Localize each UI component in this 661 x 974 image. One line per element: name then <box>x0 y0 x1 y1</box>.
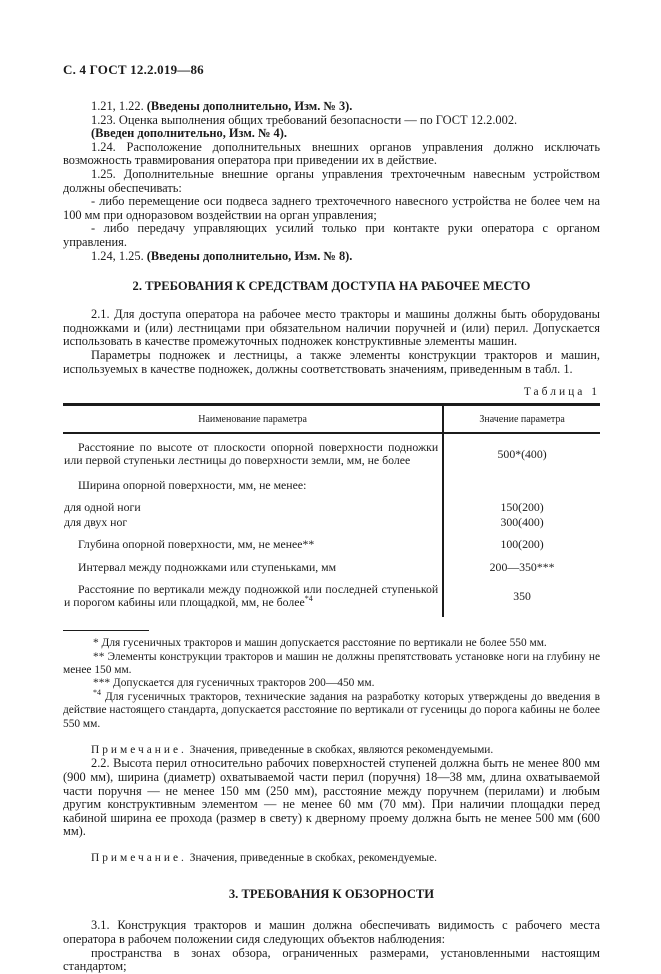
param-name-cell: Глубина опорной поверхности, мм, не менее** <box>78 537 315 552</box>
note-text: Значения, приведенные в скобках, являются рекомендуемыми. <box>186 743 494 756</box>
note-1 <box>63 744 600 757</box>
table-row <box>63 515 600 530</box>
footnote-marker: *4 <box>93 687 101 697</box>
param-value-cell: 100(200) <box>443 530 600 552</box>
note-label: Примечание. <box>91 851 187 864</box>
note-2 <box>63 852 600 865</box>
footnote-text: Для гусеничных тракторов, технические задания на разработку которых утверждены до введения в действие настоящего стандарта, допускается расстояние по вертикали от гусеницы до порога кабины не более 550 мм. <box>63 690 600 730</box>
clause-2-1-continued: Параметры подножек и лестницы, а также элементы конструкции тракторов и машин, используемых в качестве подножек, должны соответствовать значениям, приведенным в табл. 1. <box>63 347 600 376</box>
clause-1-25: 1.25. Дополнительные внешние органы управления трехточечным навесным устройством должны обеспечивать: <box>63 166 600 195</box>
section-2-heading: 2. ТРЕБОВАНИЯ К СРЕДСТВАМ ДОСТУПА НА РАБОЧЕЕ МЕСТО <box>132 279 531 294</box>
parameters-table <box>63 403 600 617</box>
param-name-cell: для одной ноги <box>64 500 141 515</box>
param-value-cell: 300(400) <box>443 515 600 530</box>
table-header-row <box>63 405 600 434</box>
note-label: Примечание. <box>91 743 187 756</box>
amendment-note-izm-4: (Введен дополнительно, Изм. № 4). <box>91 126 287 141</box>
amendment-note: (Введены дополнительно, Изм. № 3). <box>146 99 353 113</box>
param-value-cell: 500*(400) <box>443 433 600 470</box>
table-row <box>63 575 600 617</box>
amendment-note: (Введены дополнительно, Изм. № 8). <box>146 248 353 263</box>
footnote-4 <box>63 687 600 731</box>
param-name-text: Расстояние по вертикали между подножкой или последней ступенькой и порогом кабины или площадкой, мм, не более <box>64 582 439 610</box>
clause-3-1: 3.1. Конструкция тракторов и машин должна обеспечивать видимость с рабочего места оператора в рабочем положении сидя следующих объектов наблюдения: <box>63 918 600 946</box>
param-value-cell: 200—350*** <box>443 552 600 575</box>
footnote-3: *** Допускается для гусеничных тракторов 200—450 мм. <box>93 677 375 690</box>
table-row <box>63 530 600 552</box>
clause-number: 1.24, 1.25. <box>91 248 147 263</box>
footnote-1: * Для гусеничных тракторов и машин допускается расстояние по вертикали не более 550 мм. <box>93 637 547 650</box>
param-value-cell: 350 <box>443 575 600 617</box>
section-3-heading: 3. ТРЕБОВАНИЯ К ОБЗОРНОСТИ <box>228 887 435 902</box>
param-name-cell: Ширина опорной поверхности, мм, не менее: <box>78 478 307 493</box>
page-header: С. 4 ГОСТ 12.2.019—86 <box>63 62 204 77</box>
param-value-cell: 150(200) <box>443 493 600 515</box>
clause-2-1: 2.1. Для доступа оператора на рабочее место тракторы и машины должны быть оборудованы подножками и (или) лестницами при обязательном наличии поручней и (или) перил. Допускается использовать в качестве промежуточных подножек конструктивные элементы машин. <box>63 307 600 349</box>
document-page <box>63 62 600 974</box>
note-text: Значения, приведенные в скобках, рекомендуемые. <box>186 851 437 864</box>
clause-1-21-1-22 <box>63 100 600 114</box>
table-caption: Таблица 1 <box>523 386 600 399</box>
clause-1-24: 1.24. Расположение дополнительных внешних органов управления должно исключать возможность травмирования оператора при приведении их в действие. <box>63 139 600 168</box>
table-row <box>63 470 600 493</box>
table-row <box>63 433 600 470</box>
table-row <box>63 552 600 575</box>
footnote-marker: *4 <box>304 594 313 604</box>
param-name-cell: Расстояние по высоте от плоскости опорной поверхности подножки или первой ступеньки лестницы до поверхности земли, мм, не более <box>64 440 439 468</box>
table-row <box>63 493 600 515</box>
clause-2-2: 2.2. Высота перил относительно рабочих поверхностей ступеней должна быть не менее 800 мм (900 мм), ширина (диаметр) охватываемой части перил (поручня) 18—38 мм, длина охватываемой части поручня — не менее 150 мм (250 мм), расстояние между поручнем (перилами) и любым другим конструктивным элементом — не менее 60 мм (70 мм). При наличии площадки перед кабиной ширина ее прохода (размер в свету) к дверному проему должна быть не менее 500 мм (600 мм). <box>63 756 600 839</box>
column-header-parameter-value: Значение параметра <box>443 405 600 434</box>
param-name-cell: для двух ног <box>64 515 128 530</box>
clause-number: 1.21, 1.22. <box>91 99 147 113</box>
param-value-cell <box>443 470 600 493</box>
clause-1-24-1-25 <box>63 250 600 264</box>
clause-1-25-item-2: - либо передачу управляющих усилий только при контакте руки оператора с органом управления. <box>63 221 600 249</box>
clause-3-1-item-1: пространства в зонах обзора, ограниченных размерами, установленными настоящим стандартом; <box>63 945 600 974</box>
column-header-parameter-name: Наименование параметра <box>63 405 443 434</box>
footnote-2: ** Элементы конструкции тракторов и машин не должны препятствовать установке ноги на глубину не менее 150 мм. <box>63 650 600 676</box>
footnote-separator <box>63 630 149 631</box>
clause-1-23: 1.23. Оценка выполнения общих требований безопасности — по ГОСТ 12.2.002. <box>91 112 518 127</box>
param-name-cell: Интервал между подножками или ступеньками, мм <box>78 560 337 575</box>
clause-1-25-item-1: - либо перемещение оси подвеса заднего трехточечного навесного устройства не более чем на 100 мм при одноразовом воздействии на орган управления; <box>63 194 600 222</box>
param-name-cell <box>63 575 443 617</box>
